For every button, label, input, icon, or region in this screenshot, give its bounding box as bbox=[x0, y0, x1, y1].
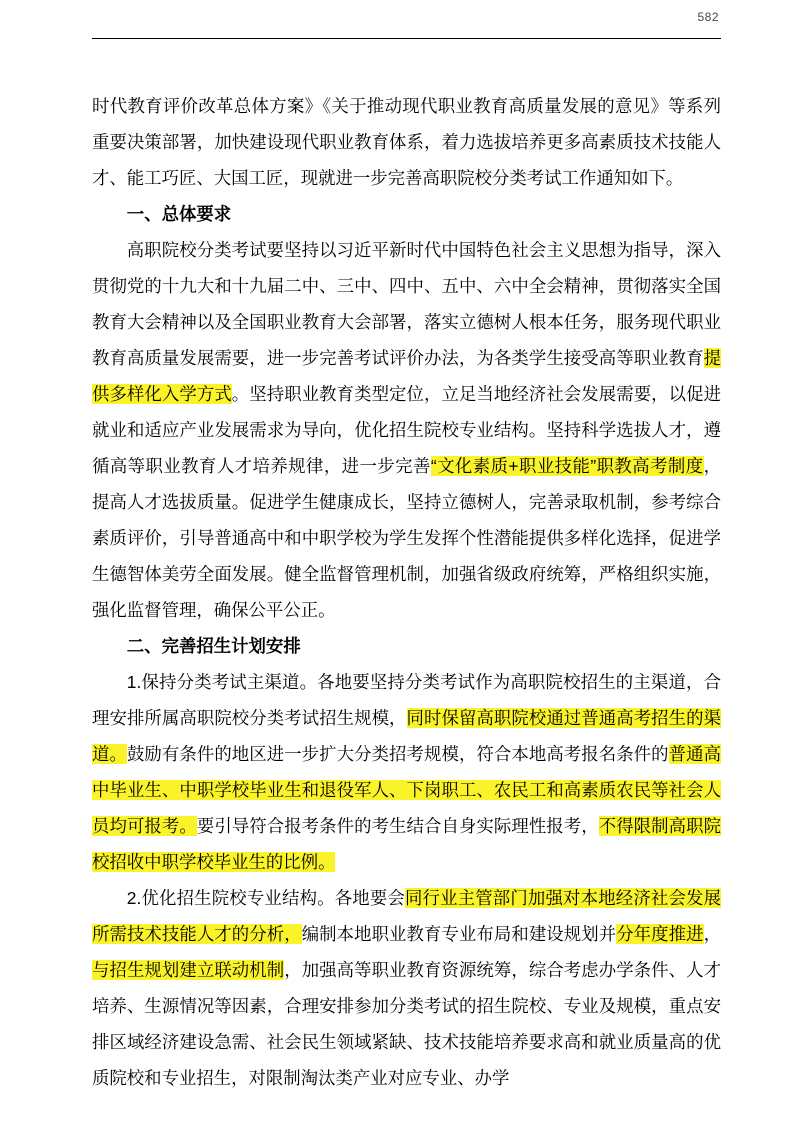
section-heading-2-text: 二、完善招生计划安排 bbox=[126, 636, 301, 656]
para3-seg2: 鼓励有条件的地区进一步扩大分类招考规模，符合本地高考报名条件的 bbox=[126, 744, 669, 764]
para2-seg1: 高职院校分类考试要坚持以习近平新时代中国特色社会主义思想为指导，深入贯彻党的十九大和十九届二中、三中、四中、五中、六中全会精神，贯彻落实全国教育大会精神以及全国职业教育大会部署，落实立德树人根本任务，服务现代职业教育高质量发展需要，进一步完善考试评价办法，为各类学生接受高等职业教育 bbox=[92, 240, 721, 368]
header-rule bbox=[92, 38, 721, 39]
paragraph-intro bbox=[92, 88, 721, 196]
section-heading-1-text: 一、总体要求 bbox=[126, 204, 232, 224]
para4-highlight-2: 分年度推进 bbox=[616, 924, 704, 944]
paragraph-general-requirements bbox=[92, 232, 721, 628]
para3-highlight-3: 不得限制高职院校招收中职学校毕业生的比例。 bbox=[92, 816, 721, 872]
document-body bbox=[92, 88, 721, 1096]
section-heading-2 bbox=[92, 628, 721, 664]
para2-highlight-1: 提供多样化入学方式 bbox=[92, 348, 721, 404]
para3-seg1: 1.保持分类考试主渠道。各地要坚持分类考试作为高职院校招生的主渠道，合理安排所属高职院校分类考试招生规模， bbox=[92, 672, 721, 728]
para4-seg2: 编制本地职业教育专业布局和建设规划并 bbox=[301, 924, 617, 944]
paragraph-item-2 bbox=[92, 880, 721, 1096]
para2-highlight-2: “文化素质+职业技能”职教高考制度 bbox=[430, 456, 704, 476]
page-number: 582 bbox=[697, 10, 719, 24]
para4-highlight-3: 与招生规划建立联动机制 bbox=[92, 960, 285, 980]
para4-highlight-1: 同行业主管部门加强对本地经济社会发展所需技术技能人才的分析， bbox=[92, 888, 721, 944]
para2-seg3: ，提高人才选拔质量。促进学生健康成长，坚持立德树人，完善录取机制，参考综合素质评价，引导普通高中和中职学校为学生发挥个性潜能提供多样化选择，促进学生德智体美劳全面发展。健全监督管理机制，加强省级政府统筹，严格组织实施，强化监督管理，确保公平公正。 bbox=[92, 456, 721, 620]
para4-seg1: 2.优化招生院校专业结构。各地要会 bbox=[126, 888, 405, 908]
section-heading-1 bbox=[92, 196, 721, 232]
para4-seg3: ， bbox=[703, 924, 721, 944]
paragraph-intro-text: 时代教育评价改革总体方案》《关于推动现代职业教育高质量发展的意见》等系列重要决策部署，加快建设现代职业教育体系，着力选拔培养更多高素质技术技能人才、能工巧匠、大国工匠，现就进一步完善高职院校分类考试工作通知如下。 bbox=[92, 96, 721, 188]
para4-seg4: ，加强高等职业教育资源统筹，综合考虑办学条件、人才培养、生源情况等因素，合理安排参加分类考试的招生院校、专业及规模，重点安排区域经济建设急需、社会民生领域紧缺、技术技能培养要求高和就业质量高的优质院校和专业招生，对限制淘汰类产业对应专业、办学 bbox=[92, 960, 721, 1088]
paragraph-item-1 bbox=[92, 664, 721, 880]
para3-highlight-2: 普通高中毕业生、中职学校毕业生和退役军人、下岗职工、农民工和高素质农民等社会人员均可报考。 bbox=[92, 744, 721, 836]
para3-highlight-1: 同时保留高职院校通过普通高考招生的渠道。 bbox=[92, 708, 721, 764]
para2-seg2: 。坚持职业教育类型定位，立足当地经济社会发展需要，以促进就业和适应产业发展需求为导向，优化招生院校专业结构。坚持科学选拔人才，遵循高等职业教育人才培养规律，进一步完善 bbox=[92, 384, 721, 476]
para3-seg3: 要引导符合报考条件的考生结合自身实际理性报考， bbox=[196, 816, 599, 836]
